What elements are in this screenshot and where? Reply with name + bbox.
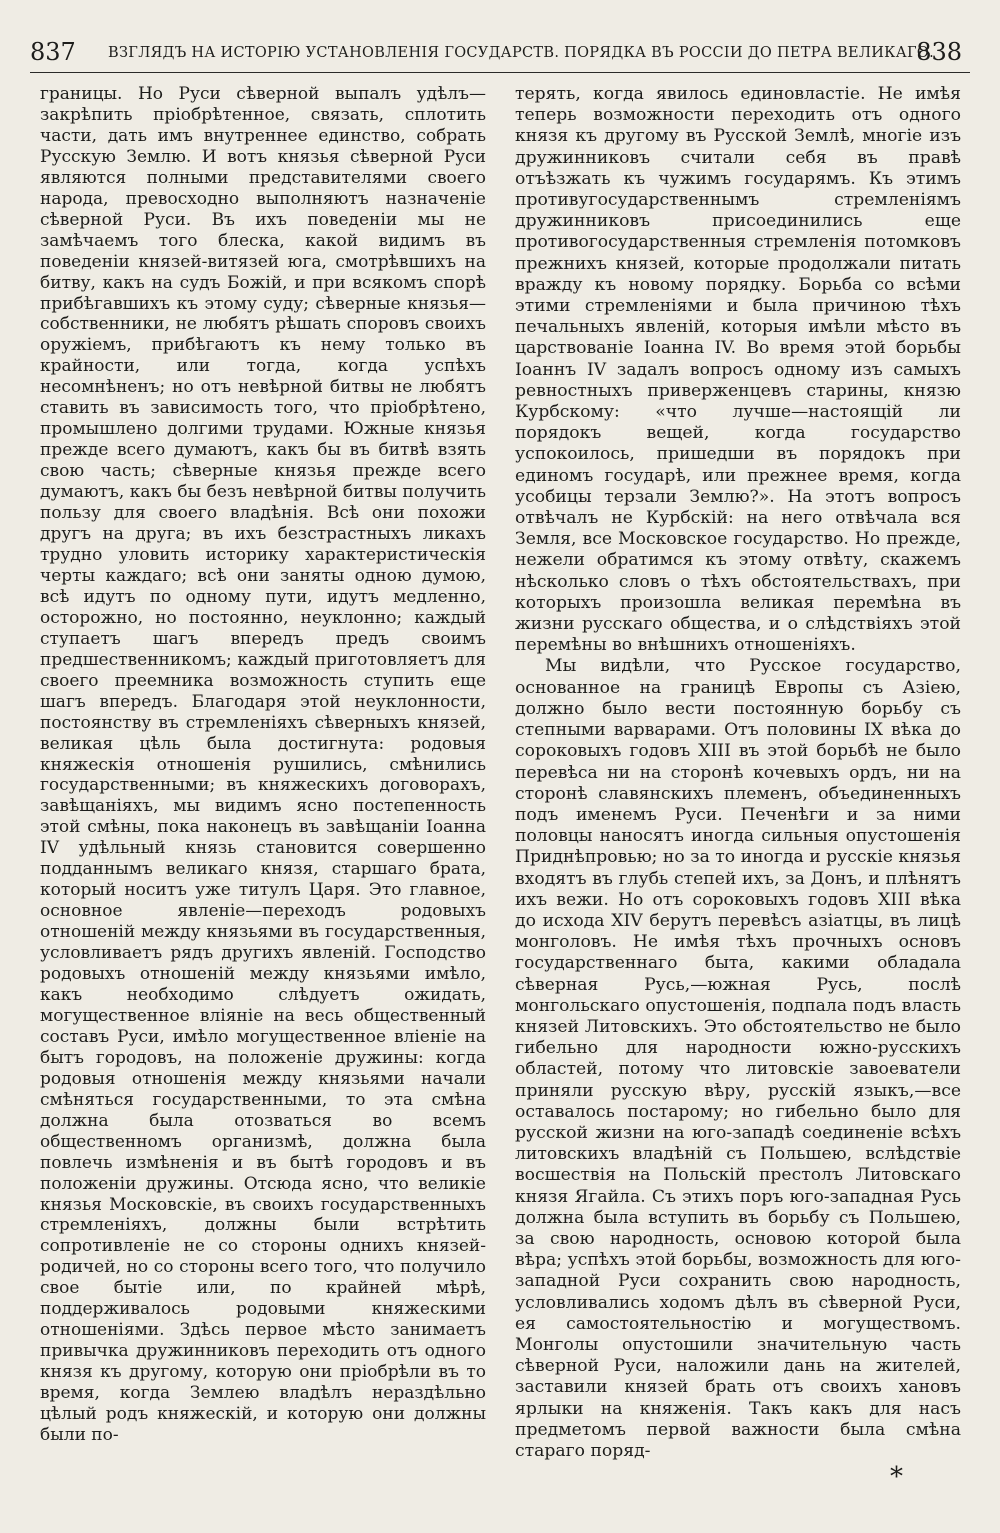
left-column	[40, 84, 486, 1446]
page-header	[30, 36, 970, 73]
page-number-left: 837	[30, 38, 76, 66]
right-paragraph-2: Мы видѣли, что Русское государство, основанное на границѣ Европы съ Азіею, должно было вести постоянную борьбу съ степными варварами. Отъ половины IX вѣка до сороковыхъ годовъ XIII въ этой борьбѣ не было перевѣса ни на сторонѣ кочевыхъ ордъ, ни на сторонѣ славянскихъ племенъ, объединенныхъ подъ именемъ Руси. Печенѣги и за ними половцы наносятъ иногда сильныя опустошенія Приднѣпровью; но за то иногда и русскіе князья входятъ въ глубь степей ихъ, за Донъ, и плѣнятъ ихъ вежи. Но отъ сороковыхъ годовъ XIII вѣка до исхода XIV берутъ перевѣсъ азіатцы, въ лицѣ монголовъ. Не имѣя тѣхъ прочныхъ основъ государственнаго быта, какими обладала сѣверная Русь,—южная Русь, послѣ монгольскаго опустошенія, подпала подъ власть князей Литовскихъ. Это обстоятельство не было гибельно для народности южно-русскихъ областей, потому что литовскіе завоеватели приняли русскую вѣру, русскій языкъ,—все оставалось постарому; но гибельно было для русской жизни на юго-западѣ соединеніе всѣхъ литовскихъ владѣній съ Польшею, вслѣдствіе восшествія на Польскій престолъ Литовскаго князя Ягайла. Съ этихъ поръ юго-западная Русь должна была вступить въ борьбу съ Польшею, за свою народность, основою которой была вѣра; успѣхъ этой борьбы, возможность для юго-западной Руси сохранить свою народность, условливались ходомъ дѣлъ въ сѣверной Руси, ея самостоятельностію и могуществомъ. Монголы опустошили значительную часть сѣверной Руси, наложили дань на жителей, заставили князей брать отъ своихъ хановъ ярлыки на княженія. Такъ какъ для насъ предметомъ первой важности была смѣна стараго поряд-	[515, 656, 961, 1461]
signature-mark: *	[890, 1462, 903, 1492]
right-paragraph-1: терять, когда явилось единовластіе. Не имѣя теперь возможности переходить отъ одного князя къ другому въ Русской Землѣ, многіе изъ дружинниковъ считали себя въ правѣ отъѣзжать къ чужимъ государямъ. Къ этимъ противугосударственнымъ стремленіямъ дружинниковъ присоединились еще противогосударственныя стремленія потомковъ прежнихъ князей, которые продолжали питать вражду къ новому порядку. Борьба со всѣми этими стремленіями и была причиною тѣхъ печальныхъ явленій, которыя имѣли мѣсто въ царствованіе Іоанна IV. Во время этой борьбы Іоаннъ IV задалъ вопросъ одному изъ самыхъ ревностныхъ приверженцевъ старины, князю Курбскому: «что лучше—настоящій ли порядокъ вещей, когда государство успокоилось, пришедши въ порядокъ при единомъ государѣ, или прежнее время, когда усобицы терзали Землю?». На этотъ вопросъ отвѣчалъ не Курбскій: на него отвѣчала вся Земля, все Московское государство. Но прежде, нежели обратимся къ этому отвѣту, скажемъ нѣсколько словъ о тѣхъ обстоятельствахъ, при которыхъ произошла великая перемѣна въ жизни русскаго общества, и о слѣдствіяхъ этой перемѣны во внѣшнихъ отношеніяхъ.	[515, 84, 961, 656]
right-column	[515, 84, 961, 1462]
running-title: ВЗГЛЯДЪ НА ИСТОРІЮ УСТАНОВЛЕНІЯ ГОСУДАРСТВ. ПОРЯДКА ВЪ РОССІИ ДО ПЕТРА ВЕЛИКАГО.	[108, 45, 934, 61]
left-paragraph-1: границы. Но Руси сѣверной выпалъ удѣлъ—закрѣпить пріобрѣтенное, связать, сплотить части, дать имъ внутреннее единство, собрать Русскую Землю. И вотъ князья сѣверной Руси являются полными представителями своего народа, превосходно выполняютъ назначеніе сѣверной Руси. Въ ихъ поведеніи мы не замѣчаемъ того блеска, какой видимъ въ поведеніи князей-витязей юга, смотрѣвшихъ на битву, какъ на судъ Божій, и при всякомъ спорѣ прибѣгавшихъ къ этому суду; сѣверные князья—собственники, не любятъ рѣшать споровъ своихъ оружіемъ, прибѣгаютъ къ нему только въ крайности, или тогда, когда успѣхъ несомнѣненъ; но отъ невѣрной битвы не любятъ ставить въ зависимость того, что пріобрѣтено, промышлено долгими трудами. Южные князья прежде всего думаютъ, какъ бы въ битвѣ взять свою часть; сѣверные князья прежде всего думаютъ, какъ бы безъ невѣрной битвы получить пользу для своего владѣнія. Всѣ они похожи другъ на друга; въ ихъ безстрастныхъ ликахъ трудно уловить историку характеристическія черты каждаго; всѣ они заняты одною думою, всѣ идутъ по одному пути, идутъ медленно, осторожно, но постоянно, неуклонно; каждый ступаетъ шагъ впередъ предъ своимъ предшественникомъ; каждый приготовляетъ для своего преемника возможность ступить еще шагъ впередъ. Благодаря этой неуклонности, постоянству въ стремленіяхъ сѣверныхъ князей, великая цѣль была достигнута: родовыя княжескія отношенія рушились, смѣнились государственными; въ княжескихъ договорахъ, завѣщаніяхъ, мы видимъ ясно постепенность этой смѣны, пока наконецъ въ завѣщаніи Іоанна IV удѣльный князь становится совершенно подданнымъ великаго князя, старшаго брата, который носитъ уже титулъ Царя. Это главное, основное явленіе—переходъ родовыхъ отношеній между князьями въ государственныя, условливаетъ рядъ другихъ явленій. Господство родовыхъ отношеній между князьями имѣло, какъ необходимо слѣдуетъ ожидать, могущественное вліяніе на весь общественный составъ Руси, имѣло могущественное вліеніе на бытъ городовъ, на положеніе дружины: когда родовыя отношенія между князьями начали смѣняться государственными, то эта смѣна должна была отозваться во всемъ общественномъ организмѣ, должна была повлечь измѣненія и въ бытѣ городовъ и въ положеніи дружины. Отсюда ясно, что великіе князья Московскіе, въ своихъ государственныхъ стремленіяхъ, должны были встрѣтить сопротивленіе не со стороны однихъ князей-родичей, но со стороны всего того, что получило свое бытіе или, по крайней мѣрѣ, поддерживалось родовыми княжескими отношеніями. Здѣсь первое мѣсто занимаетъ привычка дружинниковъ переходить отъ одного князя къ другому, которую они пріобрѣли въ то время, когда Землею владѣлъ нераздѣльно цѣлый родъ княжескій, и которую они должны были по-	[40, 84, 486, 1445]
page-number-right: 838	[916, 38, 962, 66]
